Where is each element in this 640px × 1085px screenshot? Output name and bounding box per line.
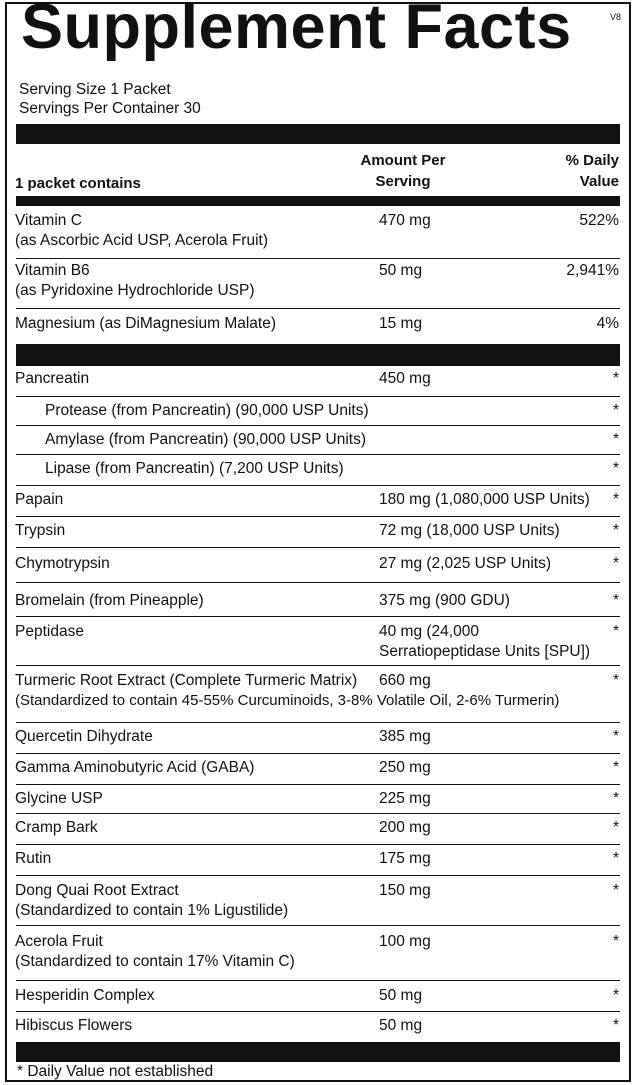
ingredient-name: Acerola Fruit: [15, 933, 103, 950]
ingredient-amount: 27 mg (2,025 USP Units): [379, 555, 552, 572]
ingredient-name: Protease (from Pancreatin) (90,000 USP Units): [45, 402, 369, 419]
ingredient-amount: 50 mg: [379, 987, 423, 1004]
ingredient-daily-value: *: [612, 728, 619, 745]
ingredient-daily-value: *: [612, 592, 619, 609]
ingredient-amount-cont: Serratiopeptidase Units [SPU]): [379, 643, 591, 660]
header-amount-line1: Amount Per: [360, 152, 446, 169]
ingredient-amount: 50 mg: [379, 1017, 423, 1034]
ingredient-daily-value: *: [612, 431, 619, 448]
vitamin-name: Magnesium (as DiMagnesium Malate): [15, 315, 277, 332]
row-divider: [16, 547, 620, 548]
ingredient-daily-value: *: [612, 672, 619, 689]
row-divider: [16, 753, 620, 754]
row-divider: [16, 844, 620, 845]
ingredient-name: Rutin: [15, 850, 52, 867]
divider-bar: [16, 344, 620, 366]
ingredient-name: Hesperidin Complex: [15, 987, 155, 1004]
ingredient-amount: 660 mg: [379, 672, 431, 689]
ingredient-daily-value: *: [612, 370, 619, 387]
servings-per-container: Servings Per Container 30: [19, 100, 201, 117]
ingredient-name: Dong Quai Root Extract: [15, 882, 179, 899]
ingredient-name: Papain: [15, 491, 64, 508]
header-ingredient: 1 packet contains: [15, 175, 141, 192]
row-divider: [16, 1011, 620, 1012]
ingredient-amount: 375 mg (900 GDU): [379, 592, 510, 609]
supplement-facts-panel: [5, 2, 631, 1082]
ingredient-daily-value: *: [612, 522, 619, 539]
ingredient-name: Chymotrypsin: [15, 555, 110, 572]
row-divider: [16, 875, 620, 876]
ingredient-amount: 250 mg: [379, 759, 431, 776]
ingredient-daily-value: *: [612, 987, 619, 1004]
ingredient-amount: 200 mg: [379, 819, 431, 836]
row-divider: [16, 516, 620, 517]
vitamin-daily-value: 2,941%: [566, 262, 619, 279]
row-divider: [16, 980, 620, 981]
row-divider: [16, 454, 620, 455]
ingredient-name: Pancreatin: [15, 370, 90, 387]
ingredient-daily-value: *: [612, 460, 619, 477]
row-divider: [16, 258, 620, 259]
serving-size: Serving Size 1 Packet: [19, 81, 171, 98]
vitamin-daily-value: 4%: [596, 315, 619, 332]
divider-bar: [16, 1042, 620, 1062]
ingredient-name: Lipase (from Pancreatin) (7,200 USP Units): [45, 460, 344, 477]
ingredient-name: Quercetin Dihydrate: [15, 728, 153, 745]
row-divider: [16, 425, 620, 426]
row-divider: [16, 485, 620, 486]
vitamin-amount: 50 mg: [379, 262, 423, 279]
row-divider: [16, 813, 620, 814]
header-dv-line2: Value: [579, 173, 619, 190]
ingredient-amount: 40 mg (24,000: [379, 623, 479, 640]
row-divider: [16, 784, 620, 785]
ingredient-amount: 180 mg (1,080,000 USP Units): [379, 491, 590, 508]
ingredient-daily-value: *: [612, 790, 619, 807]
vitamin-amount: 470 mg: [379, 212, 431, 229]
ingredient-name: Trypsin: [15, 522, 66, 539]
divider-bar: [16, 124, 620, 144]
ingredient-amount: 175 mg: [379, 850, 431, 867]
row-divider: [16, 396, 620, 397]
row-divider: [16, 308, 620, 309]
vitamin-daily-value: 522%: [579, 212, 619, 229]
ingredient-daily-value: *: [612, 623, 619, 640]
ingredient-standardization: (Standardized to contain 1% Ligustilide): [15, 902, 289, 919]
vitamin-source: (as Ascorbic Acid USP, Acerola Fruit): [15, 232, 268, 249]
ingredient-daily-value: *: [612, 402, 619, 419]
ingredient-amount: 72 mg (18,000 USP Units): [379, 522, 560, 539]
ingredient-daily-value: *: [612, 1017, 619, 1034]
ingredient-standardization: (Standardized to contain 45-55% Curcuminoids, 3-8% Volatile Oil, 2-6% Turmerin): [15, 692, 560, 709]
row-divider: [16, 925, 620, 926]
version-label: V8: [609, 12, 621, 22]
ingredient-name: Cramp Bark: [15, 819, 98, 836]
header-dv-line1: % Daily: [565, 152, 619, 169]
ingredient-amount: 450 mg: [379, 370, 431, 387]
ingredient-name: Peptidase: [15, 623, 84, 640]
ingredient-amount: 385 mg: [379, 728, 431, 745]
header-amount-line2: Serving: [375, 173, 431, 190]
ingredient-name: Hibiscus Flowers: [15, 1017, 133, 1034]
ingredient-daily-value: *: [612, 819, 619, 836]
ingredient-daily-value: *: [612, 933, 619, 950]
ingredient-name: Bromelain (from Pineapple): [15, 592, 204, 609]
ingredient-amount: 100 mg: [379, 933, 431, 950]
footnote: * Daily Value not established: [17, 1063, 214, 1080]
row-divider: [16, 722, 620, 723]
ingredient-name: Gamma Aminobutyric Acid (GABA): [15, 759, 255, 776]
ingredient-daily-value: *: [612, 882, 619, 899]
ingredient-amount: 225 mg: [379, 790, 431, 807]
divider-bar: [16, 196, 620, 206]
ingredient-daily-value: *: [612, 850, 619, 867]
vitamin-name: Vitamin B6: [15, 262, 90, 279]
ingredient-amount: 150 mg: [379, 882, 431, 899]
ingredient-name: Turmeric Root Extract (Complete Turmeric Matrix): [15, 672, 358, 689]
panel-title: Supplement Facts: [21, 0, 572, 62]
ingredient-name: Glycine USP: [15, 790, 103, 807]
vitamin-name: Vitamin C: [15, 212, 82, 229]
row-divider: [16, 582, 620, 583]
vitamin-source: (as Pyridoxine Hydrochloride USP): [15, 282, 255, 299]
row-divider: [16, 665, 620, 666]
ingredient-standardization: (Standardized to contain 17% Vitamin C): [15, 953, 295, 970]
ingredient-name: Amylase (from Pancreatin) (90,000 USP Units): [45, 431, 367, 448]
ingredient-daily-value: *: [612, 759, 619, 776]
row-divider: [16, 616, 620, 617]
vitamin-amount: 15 mg: [379, 315, 423, 332]
ingredient-daily-value: *: [612, 555, 619, 572]
ingredient-daily-value: *: [612, 491, 619, 508]
